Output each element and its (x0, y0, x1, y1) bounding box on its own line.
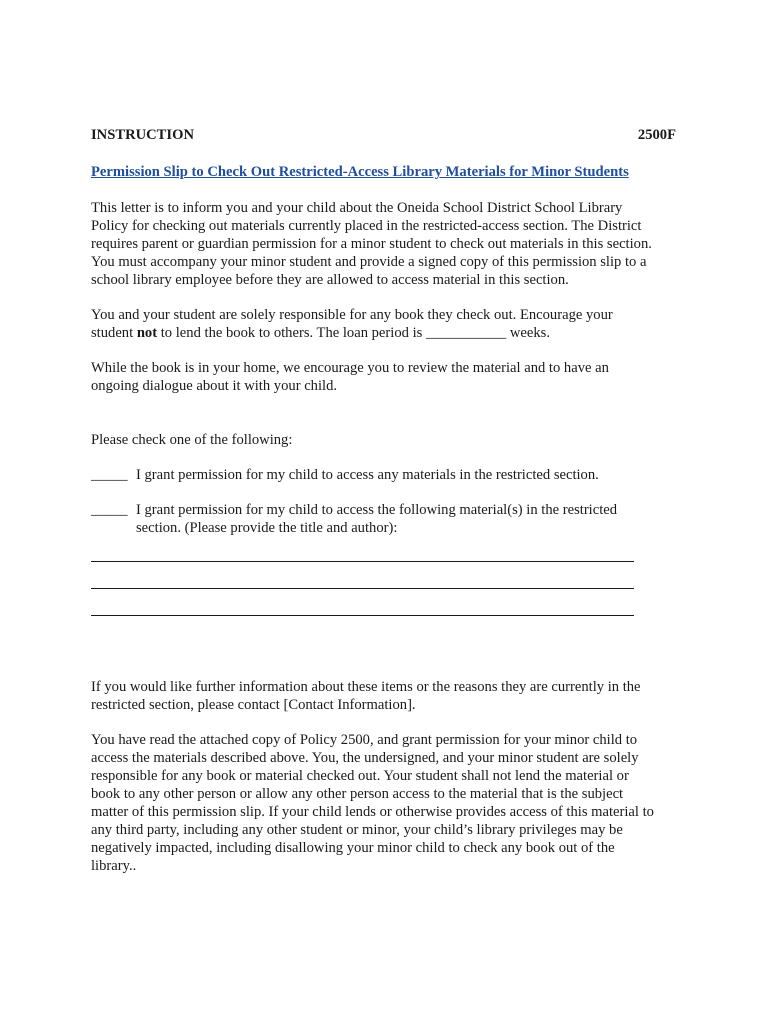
policy-number: 2500F (637, 127, 676, 143)
acknowledgement-paragraph (91, 731, 676, 875)
title-author-fields (91, 561, 676, 616)
intro-line: Policy for checking out materials currently placed in the restricted-access section. The District (91, 218, 642, 234)
intro-line: This letter is to inform you and your child about the Oneida School District School Library (91, 200, 623, 216)
home-paragraph (91, 359, 676, 395)
option-specific-materials (91, 501, 676, 537)
option-any-materials-text: I grant permission for my child to access any materials in the restricted section. (136, 467, 599, 483)
further-info-line: restricted section, please contact [Contact Information]. (91, 697, 416, 713)
option-any-materials-checkbox-blank[interactable]: _____ (91, 467, 128, 483)
further-info-paragraph (91, 678, 676, 714)
emphasis-not: not (136, 325, 158, 341)
acknowledgement-line: any third party, including any other student or minor, your child’s library privileges may be (91, 822, 623, 838)
option-specific-materials-text (136, 501, 676, 537)
responsibility-paragraph (91, 306, 676, 342)
loan-period-text: to lend the book to others. The loan period is ___________ weeks. (157, 325, 550, 341)
intro-line: school library employee before they are allowed to access material in this section. (91, 272, 569, 288)
title-author-line[interactable] (91, 561, 634, 562)
acknowledgement-line: book to any other person or allow any other person access to the material that is the subject (91, 786, 624, 802)
intro-line: requires parent or guardian permission for a minor student to check out materials in this section. (91, 236, 652, 252)
responsibility-line: You and your student are solely responsible for any book they check out. Encourage your (91, 307, 613, 323)
check-instruction: Please check one of the following: (91, 432, 293, 448)
acknowledgement-line: You have read the attached copy of Policy 2500, and grant permission for your minor child to (91, 732, 638, 748)
title-author-line[interactable] (91, 588, 634, 589)
acknowledgement-line: library.. (91, 858, 137, 874)
acknowledgement-line: matter of this permission slip. If your child lends or otherwise provides access of this material to (91, 804, 654, 820)
section-label: INSTRUCTION (91, 127, 194, 143)
option-any-materials (91, 466, 676, 484)
option-line: section. (Please provide the title and author): (136, 520, 398, 536)
home-line: ongoing dialogue about it with your child. (91, 378, 338, 394)
further-info-line: If you would like further information about these items or the reasons they are currently in the (91, 679, 641, 695)
title-author-line[interactable] (91, 615, 634, 616)
intro-line: You must accompany your minor student and provide a signed copy of this permission slip to a (91, 254, 647, 270)
document-page (91, 126, 676, 892)
acknowledgement-line: responsible for any book or material checked out. Your student shall not lend the material or (91, 768, 629, 784)
responsibility-text: student (91, 325, 137, 341)
acknowledgement-line: access the materials described above. You, the undersigned, and your minor student are solely (91, 750, 639, 766)
home-line: While the book is in your home, we encourage you to review the material and to have an (91, 360, 609, 376)
option-line: I grant permission for my child to access the following material(s) in the restricted (136, 502, 618, 518)
intro-paragraph (91, 199, 676, 289)
acknowledgement-line: negatively impacted, including disallowing your minor child to check any book out of the (91, 840, 615, 856)
document-header (91, 126, 676, 144)
document-title: Permission Slip to Check Out Restricted-Access Library Materials for Minor Students (91, 164, 629, 180)
responsibility-line (91, 324, 676, 342)
option-specific-materials-checkbox-blank[interactable]: _____ (91, 502, 128, 518)
